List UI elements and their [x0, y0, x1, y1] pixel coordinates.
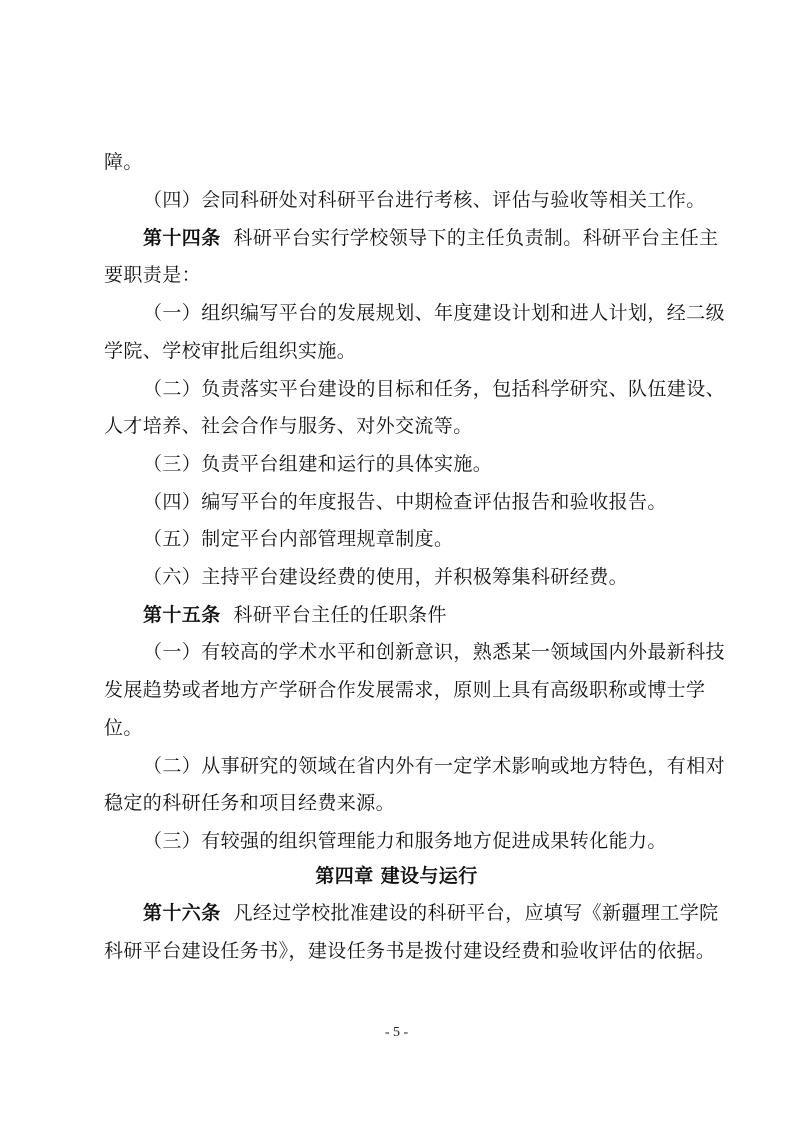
paragraph-line: 发展趋势或者地方产学研合作发展需求，原则上具有高级职称或博士学: [104, 679, 706, 701]
article-label: 第十四条: [143, 227, 221, 249]
paragraph-line: 人才培养、社会合作与服务、对外交流等。: [104, 415, 473, 437]
paragraph-line: （四）会同科研处对科研平台进行考核、评估与验收等相关工作。: [143, 189, 706, 211]
article-text: 科研平台主任的任职条件: [233, 604, 447, 626]
chapter-heading: 第四章 建设与运行: [315, 865, 478, 887]
article-text: 凡经过学校批准建设的科研平台，应填写《新疆理工学院: [233, 902, 719, 924]
article-text: 科研平台实行学校领导下的主任负责制。科研平台主任主: [233, 227, 719, 249]
article-label: 第十五条: [143, 604, 221, 626]
paragraph-line: 稳定的科研任务和项目经费来源。: [104, 792, 396, 814]
article-15-line: [143, 603, 447, 627]
paragraph-line: （一）有较高的学术水平和创新意识，熟悉某一领域国内外最新科技: [143, 641, 726, 663]
paragraph-line: 障。: [104, 151, 143, 173]
paragraph-line: （四）编写平台的年度报告、中期检查评估报告和验收报告。: [143, 491, 667, 513]
article-14-line: [143, 226, 719, 250]
paragraph-line: （三）负责平台组建和运行的具体实施。: [143, 453, 493, 475]
page-number: - 5 -: [384, 1025, 409, 1040]
paragraph-line: （一）组织编写平台的发展规划、年度建设计划和进人计划，经二级: [143, 302, 726, 324]
paragraph-line: （二）负责落实平台建设的目标和任务，包括科学研究、队伍建设、: [143, 378, 726, 400]
article-label: 第十六条: [143, 902, 221, 924]
paragraph-line: 学院、学校审批后组织实施。: [104, 340, 357, 362]
paragraph-line: （二）从事研究的领域在省内外有一定学术影响或地方特色，有相对: [143, 755, 726, 777]
article-16-line: [143, 901, 719, 925]
paragraph-line: （三）有较强的组织管理能力和服务地方促进成果转化能力。: [143, 830, 667, 852]
paragraph-line: （五）制定平台内部管理规章制度。: [143, 528, 454, 550]
paragraph-line: （六）主持平台建设经费的使用，并积极筹集科研经费。: [143, 566, 629, 588]
paragraph-line: 科研平台建设任务书》，建设任务书是拨付建设经费和验收评估的依据。: [104, 940, 716, 962]
paragraph-line: 位。: [104, 717, 143, 739]
paragraph-line: 要职责是：: [104, 264, 202, 286]
